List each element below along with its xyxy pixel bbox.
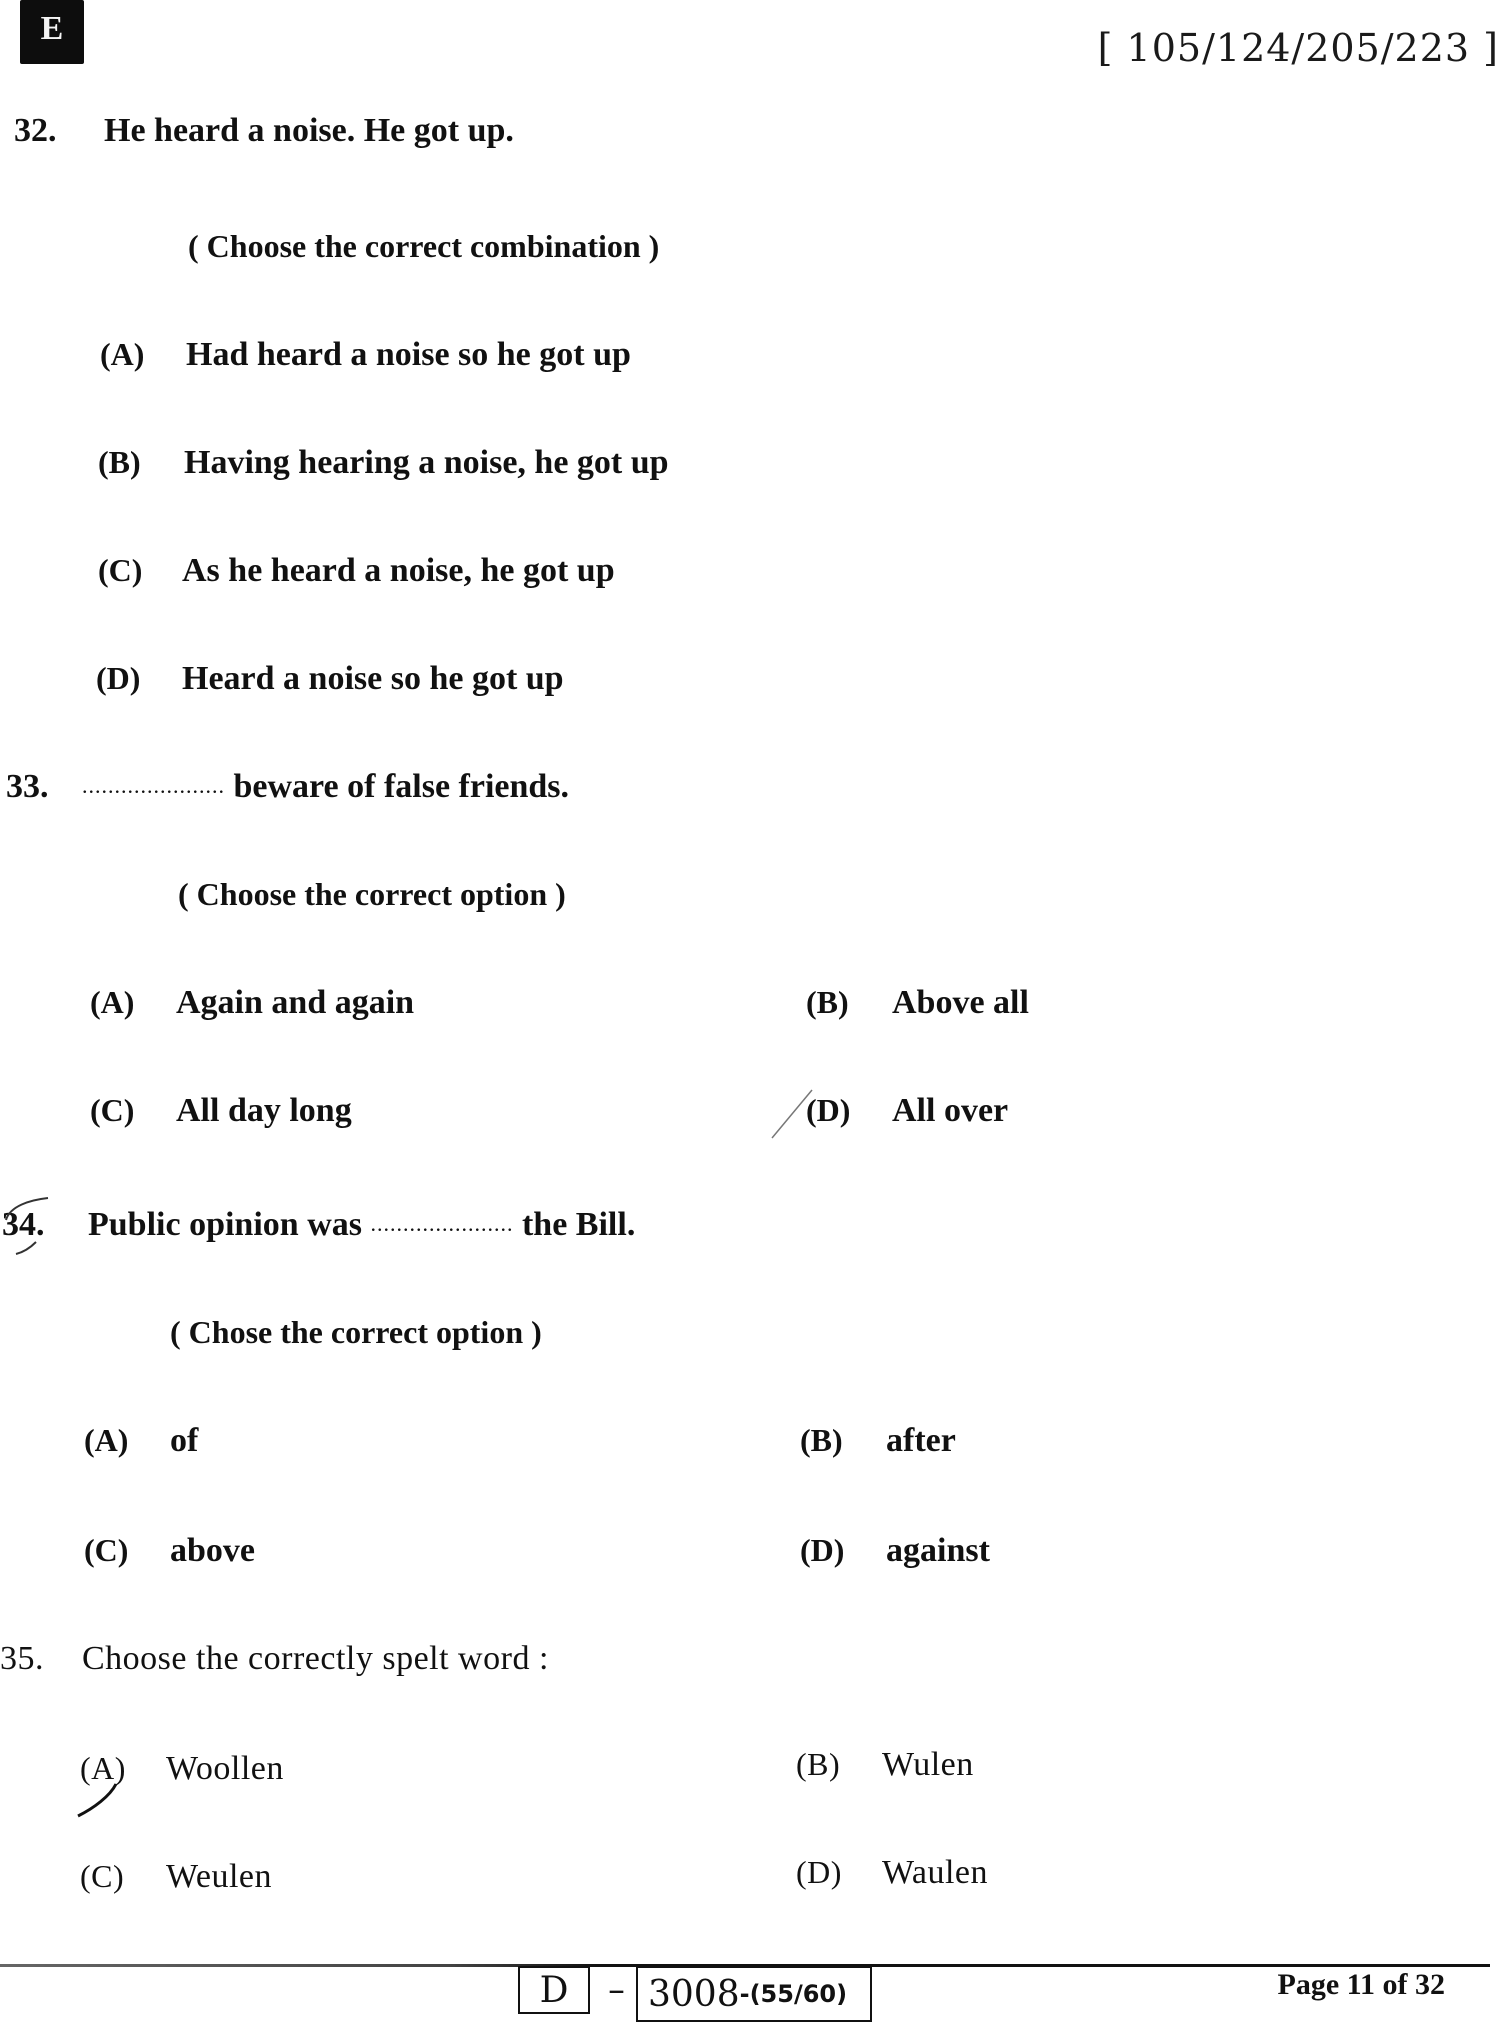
booklet-code-box [636, 1966, 872, 2022]
option-label: (C) [84, 1532, 129, 1568]
option-label: (A) [90, 984, 135, 1020]
option-label: (D) [806, 1092, 851, 1128]
series-code: D [539, 1969, 569, 2011]
option-text: Above all [892, 984, 1029, 1021]
option-text: Heard a noise so he got up [182, 660, 564, 697]
option-text: above [170, 1532, 255, 1569]
option-d[interactable] [806, 1092, 1008, 1130]
option-text: All over [892, 1092, 1009, 1129]
booklet-code: 3008 [648, 1973, 740, 2015]
option-label: (D) [800, 1532, 845, 1568]
option-d[interactable] [800, 1532, 990, 1570]
option-b[interactable] [800, 1422, 956, 1460]
option-label: (A) [100, 336, 145, 372]
option-label: (B) [800, 1422, 843, 1458]
option-label: (C) [80, 1858, 125, 1894]
paper-codes: [ 105/124/205/223 ] [1097, 26, 1499, 70]
option-text: after [886, 1422, 956, 1459]
option-label: (B) [796, 1746, 841, 1782]
option-text: of [170, 1422, 199, 1459]
option-a[interactable] [100, 336, 631, 374]
option-text: As he heard a noise, he got up [182, 552, 615, 589]
series-box [518, 1966, 590, 2014]
option-label: (A) [84, 1422, 129, 1458]
question-text-line [82, 768, 569, 806]
option-d[interactable] [96, 660, 564, 698]
question-text-after: the Bill. [521, 1206, 636, 1243]
option-label: (C) [98, 552, 143, 588]
option-text: Again and again [176, 984, 415, 1021]
question-number: 34. [2, 1206, 45, 1243]
option-text: Waulen [882, 1854, 988, 1891]
option-a[interactable] [90, 984, 414, 1022]
option-c[interactable] [80, 1858, 272, 1896]
question-text: beware of false friends. [233, 768, 570, 805]
question-text: Choose the correctly spelt word : [82, 1640, 549, 1677]
option-b[interactable] [98, 444, 669, 482]
option-text: Woollen [166, 1750, 284, 1787]
option-label: (C) [90, 1092, 135, 1128]
option-label: (B) [806, 984, 849, 1020]
question-number: 32. [14, 112, 57, 149]
question-instruction: ( Choose the correct option ) [178, 876, 566, 912]
option-text: Having hearing a noise, he got up [184, 444, 669, 481]
option-text: Wulen [882, 1746, 974, 1783]
option-b[interactable] [806, 984, 1029, 1022]
option-label: (A) [80, 1750, 126, 1786]
question-text: He heard a noise. He got up. [104, 112, 514, 149]
pen-circle-mark-icon [0, 1190, 60, 1260]
question-instruction: ( Chose the correct option ) [170, 1314, 542, 1350]
question-number: 35. [0, 1640, 44, 1677]
option-text: Had heard a noise so he got up [186, 336, 631, 373]
footer-dash: – [608, 1970, 625, 2010]
option-d[interactable] [796, 1854, 988, 1892]
question-instruction: ( Choose the correct combination ) [188, 228, 660, 264]
option-c[interactable] [90, 1092, 352, 1130]
page-number: Page 11 of 32 [1277, 1968, 1445, 2001]
option-a[interactable] [84, 1422, 198, 1460]
option-label: (D) [796, 1854, 842, 1890]
option-label: (D) [96, 660, 141, 696]
option-c[interactable] [98, 552, 615, 590]
option-label: (B) [98, 444, 141, 480]
question-number: 33. [6, 768, 49, 805]
pen-tick-mark-icon [768, 1086, 818, 1142]
question-text-before: Public opinion was [88, 1206, 362, 1243]
set-code-label: E [40, 10, 64, 47]
option-text: Weulen [166, 1858, 272, 1895]
set-code-badge [20, 0, 84, 64]
option-c[interactable] [84, 1532, 255, 1570]
answer-blank: ...................... [82, 773, 225, 798]
question-text-line [88, 1206, 635, 1244]
option-b[interactable] [796, 1746, 974, 1784]
pen-tick-mark-icon [70, 1782, 120, 1822]
answer-blank: ...................... [370, 1211, 514, 1236]
booklet-suffix: -(55/60) [739, 1980, 848, 2008]
option-text: All day long [176, 1092, 352, 1129]
option-text: against [886, 1532, 990, 1569]
